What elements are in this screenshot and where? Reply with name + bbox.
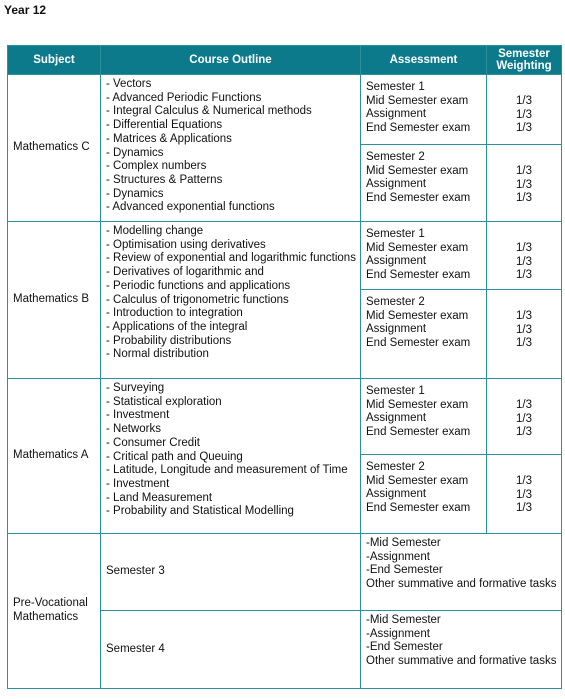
header-weighting xyxy=(487,46,562,75)
outline-item: - Networks xyxy=(106,423,161,436)
outline-item: - Vectors xyxy=(106,78,152,90)
assessment-cell xyxy=(361,379,487,455)
weighting-value: 1/3 xyxy=(516,269,532,282)
assessment-line: Assignment xyxy=(366,255,427,268)
weighting-value: 1/3 xyxy=(516,323,532,336)
outline-item: - Statistical exploration xyxy=(106,395,222,408)
outline-item: - Applications of the integral xyxy=(106,320,248,333)
outline-item: - Dynamics xyxy=(106,187,164,200)
table-body xyxy=(8,75,562,689)
outline-item: - Review of exponential and logarithmic functions xyxy=(106,252,356,265)
subject-name xyxy=(8,534,101,689)
assessment-cell xyxy=(361,611,562,689)
assessment-line: Mid Semester exam xyxy=(366,474,469,487)
outline-item: - Probability distributions xyxy=(106,334,232,347)
course-outline-cell xyxy=(101,379,361,534)
weighting-value: 1/3 xyxy=(516,122,532,135)
outline-item: - Derivatives of logarithmic and xyxy=(106,266,264,279)
subject-name: Mathematics B xyxy=(8,222,101,379)
header-assessment: Assessment xyxy=(361,46,487,75)
outline-item: - Investment xyxy=(106,409,170,422)
header-subject: Subject xyxy=(8,46,101,75)
weighting-value: 1/3 xyxy=(516,399,532,411)
weighting-value: 1/3 xyxy=(516,475,532,487)
course-outline-list xyxy=(106,225,356,362)
outline-item: - Probability and Statistical Modelling xyxy=(106,505,294,518)
outline-item: - Investment xyxy=(106,477,170,490)
assessment-line: Mid Semester exam xyxy=(366,94,469,107)
weighting-cell xyxy=(487,145,562,222)
weighting-value: 1/3 xyxy=(516,255,532,268)
subject-name: Mathematics A xyxy=(8,379,101,534)
outline-item: - Latitude, Longitude and measurement of Time xyxy=(106,464,348,477)
assessment-line: End Semester exam xyxy=(366,426,471,439)
outline-item: - Land Measurement xyxy=(106,491,213,504)
assessment-line: End Semester exam xyxy=(366,269,471,282)
assessment-line: Other summative and formative tasks xyxy=(366,655,557,668)
weighting-value: 1/3 xyxy=(516,108,532,121)
semester-label: Semester 4 xyxy=(101,611,361,689)
assessment-line: Assignment xyxy=(366,488,427,501)
assessment-line: Semester 1 xyxy=(366,228,425,240)
weighting-value: 1/3 xyxy=(516,165,532,177)
weighting-value: 1/3 xyxy=(516,242,532,254)
assessment-line: Other summative and formative tasks xyxy=(366,578,557,591)
assessment-line: End Semester exam xyxy=(366,502,471,515)
assessment-line: End Semester exam xyxy=(366,337,471,350)
outline-item: - Differential Equations xyxy=(106,119,223,132)
assessment-line: Assignment xyxy=(366,108,427,121)
outline-item: - Structures & Patterns xyxy=(106,173,223,186)
assessment-line: -End Semester xyxy=(366,564,443,577)
assessment-line: Mid Semester exam xyxy=(366,164,469,177)
outline-item: - Introduction to integration xyxy=(106,307,243,320)
outline-item: - Advanced Periodic Functions xyxy=(106,91,262,104)
assessment-line: Semester 1 xyxy=(366,385,425,397)
header-course-outline: Course Outline xyxy=(101,46,361,75)
weighting-value: 1/3 xyxy=(516,337,532,350)
outline-item: - Calculus of trigonometric functions xyxy=(106,293,289,306)
assessment-line: Semester 2 xyxy=(366,296,425,308)
assessment-line: Semester 1 xyxy=(366,81,425,93)
weighting-cell xyxy=(487,222,562,290)
weighting-cell xyxy=(487,290,562,379)
page-title: Year 12 xyxy=(4,3,47,17)
course-outline-cell xyxy=(101,222,361,379)
weighting-value: 1/3 xyxy=(516,192,532,205)
weighting-value: 1/3 xyxy=(516,95,532,107)
assessment-line: -Assignment xyxy=(366,627,430,640)
outline-item: - Modelling change xyxy=(106,225,204,237)
outline-item: - Integral Calculus & Numerical methods xyxy=(106,105,312,118)
header-weighting-line: Weighting xyxy=(496,60,552,72)
outline-item: - Advanced exponential functions xyxy=(106,201,275,214)
assessment-cell xyxy=(361,145,487,222)
assessment-line: Semester 2 xyxy=(366,151,425,163)
semester-label: Semester 3 xyxy=(101,534,361,611)
outline-item: - Optimisation using derivatives xyxy=(106,238,266,251)
outline-item: - Periodic functions and applications xyxy=(106,279,291,292)
outline-item: - Critical path and Queuing xyxy=(106,450,243,463)
weighting-value: 1/3 xyxy=(516,502,532,515)
outline-item: - Surveying xyxy=(106,382,165,394)
subject-name: Mathematics C xyxy=(8,75,101,222)
header-row xyxy=(8,46,562,75)
assessment-line: Mid Semester exam xyxy=(366,398,469,411)
assessment-line: Assignment xyxy=(366,178,427,191)
course-outline-cell xyxy=(101,75,361,222)
assessment-cell xyxy=(361,290,487,379)
assessment-line: Mid Semester exam xyxy=(366,309,469,322)
assessment-line: -End Semester xyxy=(366,641,443,654)
outline-item: - Matrices & Applications xyxy=(106,132,232,145)
course-outline-list xyxy=(106,382,356,519)
table-row xyxy=(8,75,562,145)
table-row xyxy=(8,534,562,611)
assessment-line: Semester 2 xyxy=(366,461,425,473)
outline-item: - Complex numbers xyxy=(106,160,207,173)
weighting-value: 1/3 xyxy=(516,310,532,322)
header-weighting-line: Semester xyxy=(498,48,550,60)
assessment-cell xyxy=(361,75,487,145)
weighting-cell xyxy=(487,379,562,455)
course-outline-list xyxy=(106,78,356,215)
weighting-value: 1/3 xyxy=(516,426,532,439)
assessment-line: End Semester exam xyxy=(366,122,471,135)
assessment-cell xyxy=(361,455,487,534)
course-table xyxy=(7,45,562,689)
outline-item: - Dynamics xyxy=(106,146,164,159)
outline-item: - Consumer Credit xyxy=(106,436,200,449)
weighting-cell xyxy=(487,75,562,145)
weighting-value: 1/3 xyxy=(516,488,532,501)
assessment-line: -Mid Semester xyxy=(366,614,441,626)
assessment-line: End Semester exam xyxy=(366,192,471,205)
assessment-cell xyxy=(361,534,562,611)
subject-name-line: Mathematics xyxy=(13,611,79,623)
assessment-line: -Assignment xyxy=(366,550,430,563)
outline-item: - Normal distribution xyxy=(106,348,209,361)
assessment-line: Assignment xyxy=(366,323,427,336)
weighting-value: 1/3 xyxy=(516,412,532,425)
weighting-cell xyxy=(487,455,562,534)
weighting-value: 1/3 xyxy=(516,178,532,191)
table-row xyxy=(8,222,562,290)
assessment-line: Mid Semester exam xyxy=(366,241,469,254)
table-row xyxy=(8,379,562,455)
assessment-line: Assignment xyxy=(366,412,427,425)
assessment-cell xyxy=(361,222,487,290)
subject-name-line: Pre-Vocational xyxy=(13,597,88,610)
assessment-line: -Mid Semester xyxy=(366,537,441,549)
